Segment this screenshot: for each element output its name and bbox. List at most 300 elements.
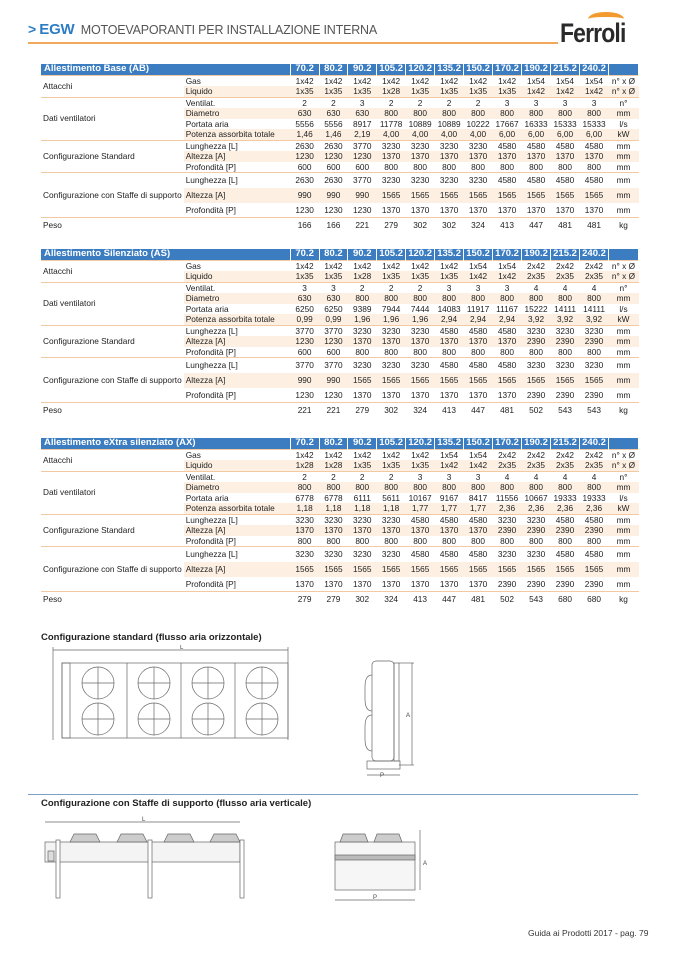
- cell-value: 15333: [582, 118, 606, 129]
- cell-value: 990: [319, 188, 348, 203]
- cell-value: 4580: [464, 358, 493, 373]
- page-footer: Guida ai Prodotti 2017 - pag. 79: [528, 928, 649, 938]
- unit-label: mm: [609, 173, 639, 188]
- cell-value: 2x35: [522, 271, 551, 282]
- cell-value: 2: [348, 282, 377, 293]
- cell-value: 3230: [406, 140, 435, 151]
- cell-value: 447: [522, 218, 551, 232]
- table-row: [41, 592, 639, 606]
- cell-value: 3,92: [551, 314, 580, 325]
- row-label: Portata aria: [185, 303, 229, 314]
- cell-value: 19333: [582, 492, 606, 503]
- cell-value: 1x42: [290, 260, 319, 271]
- cell-value: 1370: [353, 578, 372, 589]
- cell-value: 1230: [324, 204, 343, 215]
- cell-value: 600: [297, 346, 312, 357]
- cell-value: 4580: [551, 140, 580, 151]
- cell-value: 2: [406, 97, 435, 108]
- row-label: Potenza assorbita totale: [184, 503, 291, 514]
- cell-value: 800: [435, 482, 464, 493]
- cell-value: 1565: [377, 373, 406, 388]
- cell-value: 4580: [580, 173, 609, 188]
- cell-value: 2630: [290, 140, 319, 151]
- cell-value: 800: [529, 535, 543, 546]
- cell-value: 3230: [551, 325, 580, 336]
- cell-value: 3230: [493, 547, 522, 562]
- table-row: [41, 140, 639, 151]
- table-title: Allestimento Base (AB): [41, 64, 290, 75]
- cell-value: 1370: [435, 151, 464, 162]
- cell-value: 990: [290, 188, 319, 203]
- cell-value: 4,00: [406, 129, 435, 140]
- table-row: [41, 173, 639, 188]
- cell-value: 302: [406, 218, 435, 232]
- cell-value: 1565: [493, 562, 522, 577]
- cell-value: 3230: [493, 514, 522, 525]
- model-header: 80.2: [319, 64, 348, 75]
- cell-value: 1x42: [580, 86, 609, 97]
- row-label: Profondità [P]: [185, 346, 236, 357]
- cell-value: 2390: [522, 336, 551, 347]
- header-rule: [28, 42, 558, 44]
- cell-value: 6111: [353, 492, 371, 503]
- cell-value: 800: [319, 482, 348, 493]
- cell-value: 990: [319, 373, 348, 388]
- cell-value: 3770: [348, 140, 377, 151]
- cell-value: 447: [435, 592, 464, 606]
- cell-value: 800: [348, 293, 377, 304]
- cell-value: 1,77: [464, 503, 493, 514]
- group-label: Peso: [41, 592, 184, 606]
- cell-value: 10222: [466, 118, 490, 129]
- cell-value: 1x28: [319, 460, 348, 471]
- cell-value: 3230: [348, 514, 377, 525]
- product-code: EGW: [39, 21, 75, 38]
- cell-value: 1565: [551, 188, 580, 203]
- cell-value: 3230: [377, 547, 406, 562]
- table-header-row: [41, 64, 639, 75]
- cell-value: 1,77: [406, 503, 435, 514]
- cell-value: 1565: [580, 562, 609, 577]
- cell-value: 2,36: [493, 503, 522, 514]
- cell-value: 3230: [522, 325, 551, 336]
- cell-value: 2390: [580, 336, 609, 347]
- cell-value: 1370: [497, 204, 517, 215]
- cell-value: 1x42: [406, 449, 435, 460]
- table-row: [41, 403, 639, 417]
- row-label: Diametro: [184, 482, 291, 493]
- section-divider: [28, 794, 638, 795]
- cell-value: 279: [348, 403, 377, 417]
- cell-value: 1370: [468, 578, 488, 589]
- row-label: [184, 218, 291, 232]
- cell-value: 600: [355, 161, 370, 172]
- cell-value: 1x42: [290, 75, 319, 86]
- row-label: Altezza [A]: [184, 188, 291, 203]
- cell-value: 447: [464, 403, 493, 417]
- cell-value: 1,46: [290, 129, 319, 140]
- cell-value: 1x42: [319, 449, 348, 460]
- cell-value: 413: [435, 403, 464, 417]
- cell-value: 4580: [580, 547, 609, 562]
- cell-value: 800: [551, 108, 580, 119]
- model-header: 70.2: [290, 64, 319, 75]
- cell-value: 1370: [353, 389, 372, 400]
- cell-value: 5611: [382, 492, 401, 503]
- cell-value: 2390: [522, 525, 551, 536]
- unit-label: mm: [609, 336, 639, 347]
- cell-value: 543: [551, 403, 580, 417]
- row-label: Altezza [A]: [184, 336, 291, 347]
- cell-value: 1370: [406, 151, 435, 162]
- cell-value: 4: [580, 282, 609, 293]
- cell-value: 3230: [406, 325, 435, 336]
- table-row: [41, 97, 639, 108]
- cell-value: 2x35: [580, 271, 609, 282]
- cell-value: 800: [406, 482, 435, 493]
- cell-value: 1370: [464, 525, 493, 536]
- cell-value: 4580: [493, 173, 522, 188]
- cell-value: 302: [348, 592, 377, 606]
- cell-value: 302: [377, 403, 406, 417]
- cell-value: 800: [471, 346, 485, 357]
- model-header: 70.2: [290, 438, 319, 449]
- model-header: 170.2: [493, 249, 522, 260]
- cell-value: 2390: [493, 525, 522, 536]
- row-label: Profondità [P]: [185, 578, 236, 589]
- cell-value: 543: [580, 403, 609, 417]
- cell-value: 800: [500, 535, 514, 546]
- cell-value: 2x42: [522, 260, 551, 271]
- cell-value: 1565: [348, 373, 377, 388]
- unit-label: n° x Ø: [609, 75, 639, 86]
- cell-value: 3: [348, 97, 377, 108]
- cell-value: 2x35: [493, 460, 522, 471]
- cell-value: 3230: [319, 547, 348, 562]
- cell-value: 1565: [319, 562, 348, 577]
- cell-value: 1370: [551, 151, 580, 162]
- cell-value: 1370: [580, 151, 609, 162]
- cell-value: 1,18: [290, 503, 319, 514]
- cell-value: 5556: [324, 118, 343, 129]
- cell-value: 800: [587, 346, 601, 357]
- cell-value: 1370: [464, 336, 493, 347]
- cell-value: 1x35: [406, 271, 435, 282]
- cell-value: 2: [377, 282, 406, 293]
- cell-value: 4: [551, 282, 580, 293]
- cell-value: 6778: [324, 492, 343, 503]
- cell-value: 10889: [437, 118, 461, 129]
- cell-value: 4: [522, 471, 551, 482]
- cell-value: 800: [297, 535, 312, 546]
- table-row: [41, 218, 639, 232]
- cell-value: 2: [290, 97, 319, 108]
- cell-value: 800: [558, 535, 572, 546]
- unit-label: mm: [616, 578, 631, 589]
- cell-value: 6,00: [522, 129, 551, 140]
- svg-text:L: L: [180, 645, 184, 651]
- cell-value: 1x35: [464, 86, 493, 97]
- page-header: [0, 0, 678, 52]
- cell-value: 14111: [583, 303, 605, 314]
- cell-value: 481: [493, 403, 522, 417]
- unit-label: l/s: [619, 118, 628, 129]
- row-label: Gas: [184, 449, 291, 460]
- cell-value: 800: [500, 346, 514, 357]
- cell-value: 630: [290, 293, 319, 304]
- cell-value: 1370: [439, 578, 459, 589]
- cell-value: 1230: [290, 336, 319, 347]
- cell-value: 1230: [290, 151, 319, 162]
- cell-value: 4580: [435, 325, 464, 336]
- cell-value: 11167: [496, 303, 518, 314]
- cell-value: 1x42: [348, 75, 377, 86]
- cell-value: 2390: [551, 336, 580, 347]
- cell-value: 2x35: [551, 460, 580, 471]
- cell-value: 7444: [410, 303, 430, 314]
- unit-label: l/s: [619, 303, 628, 314]
- cell-value: 800: [558, 161, 572, 172]
- cell-value: 2630: [319, 140, 348, 151]
- cell-value: 3230: [522, 514, 551, 525]
- cell-value: 1565: [580, 188, 609, 203]
- cell-value: 1230: [319, 336, 348, 347]
- cell-value: 2,94: [464, 314, 493, 325]
- model-header: 105.2: [377, 64, 406, 75]
- cell-value: 1,18: [348, 503, 377, 514]
- unit-label: n° x Ø: [609, 271, 639, 282]
- table-title: Allestimento eXtra silenziato (AX): [41, 438, 290, 449]
- diagram-supports-front: [42, 815, 252, 900]
- model-header: 120.2: [406, 438, 435, 449]
- row-label: Lunghezza [L]: [184, 514, 291, 525]
- cell-value: 1370: [439, 204, 459, 215]
- cell-value: 3770: [348, 173, 377, 188]
- table-row: [41, 282, 639, 293]
- model-header: 170.2: [493, 64, 522, 75]
- model-header: 215.2: [551, 64, 580, 75]
- row-label: Portata aria: [185, 118, 229, 129]
- row-label: Potenza assorbita totale: [184, 129, 291, 140]
- model-header: 215.2: [551, 438, 580, 449]
- model-header: 80.2: [319, 249, 348, 260]
- cell-value: 2390: [584, 389, 604, 400]
- diagram-supports-side: [325, 825, 430, 905]
- cell-value: 3: [435, 282, 464, 293]
- cell-value: 1x28: [290, 460, 319, 471]
- model-header: 150.2: [464, 438, 493, 449]
- cell-value: 800: [384, 535, 399, 546]
- cell-value: 2x42: [580, 260, 609, 271]
- unit-label: mm: [609, 514, 639, 525]
- cell-value: 800: [326, 535, 341, 546]
- model-header: 80.2: [319, 438, 348, 449]
- cell-value: 4580: [493, 358, 522, 373]
- unit-label: mm: [609, 293, 639, 304]
- cell-value: 3230: [406, 358, 435, 373]
- unit-label: mm: [609, 140, 639, 151]
- cell-value: 2,94: [493, 314, 522, 325]
- cell-value: 19333: [553, 492, 577, 503]
- cell-value: 800: [377, 108, 406, 119]
- cell-value: 1x42: [348, 449, 377, 460]
- cell-value: 1x42: [435, 260, 464, 271]
- cell-value: 1230: [348, 151, 377, 162]
- row-label: Diametro: [184, 108, 291, 119]
- group-label: Dati ventilatori: [41, 97, 184, 140]
- cell-value: 3230: [435, 140, 464, 151]
- cell-value: 2630: [319, 173, 348, 188]
- cell-value: 413: [493, 218, 522, 232]
- cell-value: 279: [319, 592, 348, 606]
- unit-label: mm: [609, 151, 639, 162]
- diagram-standard-title: Configurazione standard (flusso aria orizzontale): [41, 632, 262, 643]
- cell-value: 543: [522, 592, 551, 606]
- cell-value: 1370: [381, 578, 401, 589]
- cell-value: 3770: [319, 358, 348, 373]
- cell-value: 1,96: [377, 314, 406, 325]
- cell-value: 1370: [324, 578, 343, 589]
- cell-value: 1565: [435, 562, 464, 577]
- cell-value: 4,00: [464, 129, 493, 140]
- cell-value: 1565: [377, 562, 406, 577]
- group-label: Attacchi: [41, 449, 184, 471]
- unit-label: n° x Ø: [609, 460, 639, 471]
- cell-value: 800: [471, 161, 485, 172]
- table-row: [41, 514, 639, 525]
- row-label: Lunghezza [L]: [184, 140, 291, 151]
- row-label: Altezza [A]: [184, 373, 291, 388]
- cell-value: 800: [384, 161, 399, 172]
- cell-value: 4580: [406, 547, 435, 562]
- cell-value: 1370: [555, 204, 575, 215]
- unit-label: n° x Ø: [609, 86, 639, 97]
- unit-label: mm: [609, 547, 639, 562]
- cell-value: 6250: [324, 303, 343, 314]
- cell-value: 1370: [493, 151, 522, 162]
- cell-value: 680: [580, 592, 609, 606]
- unit-label: mm: [609, 562, 639, 577]
- cell-value: 3,92: [522, 314, 551, 325]
- cell-value: 2390: [580, 525, 609, 536]
- cell-value: 1370: [435, 336, 464, 347]
- cell-value: 1370: [439, 389, 459, 400]
- model-header: 120.2: [406, 249, 435, 260]
- cell-value: 800: [464, 293, 493, 304]
- cell-value: 3230: [464, 140, 493, 151]
- row-label: Profondità [P]: [185, 535, 236, 546]
- unit-label: kW: [609, 129, 639, 140]
- cell-value: 1370: [468, 204, 488, 215]
- cell-value: 2390: [497, 578, 517, 589]
- cell-value: 800: [529, 161, 543, 172]
- cell-value: 1x35: [406, 86, 435, 97]
- unit-label: n°: [609, 471, 639, 482]
- svg-text:L: L: [142, 817, 146, 823]
- cell-value: 3230: [435, 173, 464, 188]
- row-label: Lunghezza [L]: [184, 325, 291, 336]
- model-header: 240.2: [580, 64, 609, 75]
- cell-value: 2390: [526, 389, 546, 400]
- cell-value: 3: [522, 97, 551, 108]
- unit-label: mm: [616, 346, 631, 357]
- cell-value: 3: [493, 97, 522, 108]
- cell-value: 10167: [408, 492, 432, 503]
- row-label: Potenza assorbita totale: [184, 314, 291, 325]
- cell-value: 630: [319, 108, 348, 119]
- cell-value: 1370: [410, 204, 430, 215]
- cell-value: 4: [522, 282, 551, 293]
- cell-value: 1x35: [377, 460, 406, 471]
- cell-value: 1x42: [522, 86, 551, 97]
- svg-text:P: P: [373, 895, 378, 901]
- table-row: [41, 325, 639, 336]
- cell-value: 3230: [377, 514, 406, 525]
- cell-value: 1370: [377, 525, 406, 536]
- cell-value: 4580: [464, 325, 493, 336]
- spec-table-0: [41, 64, 639, 232]
- cell-value: 800: [442, 535, 457, 546]
- cell-value: 800: [471, 535, 485, 546]
- cell-value: 1x35: [290, 271, 319, 282]
- cell-value: 2,94: [435, 314, 464, 325]
- unit-label: kW: [609, 503, 639, 514]
- row-label: Profondità [P]: [185, 161, 236, 172]
- cell-value: 1x42: [493, 75, 522, 86]
- cell-value: 1565: [435, 373, 464, 388]
- cell-value: 3230: [290, 547, 319, 562]
- cell-value: 800: [435, 293, 464, 304]
- cell-value: 6250: [295, 303, 314, 314]
- cell-value: 1,77: [435, 503, 464, 514]
- cell-value: 1x35: [435, 86, 464, 97]
- cell-value: 1x42: [377, 260, 406, 271]
- cell-value: 800: [464, 482, 493, 493]
- cell-value: 2x35: [522, 460, 551, 471]
- unit-label: l/s: [619, 492, 628, 503]
- cell-value: 1370: [406, 525, 435, 536]
- cell-value: 3770: [319, 325, 348, 336]
- cell-value: 2: [290, 471, 319, 482]
- cell-value: 1x42: [406, 75, 435, 86]
- cell-value: 1x42: [435, 460, 464, 471]
- cell-value: 1370: [377, 151, 406, 162]
- cell-value: 279: [377, 218, 406, 232]
- cell-value: 1x35: [319, 271, 348, 282]
- cell-value: 1565: [435, 188, 464, 203]
- cell-value: 800: [580, 108, 609, 119]
- cell-value: 3230: [522, 358, 551, 373]
- cell-value: 2: [435, 97, 464, 108]
- cell-value: 1x42: [290, 449, 319, 460]
- cell-value: 1565: [522, 562, 551, 577]
- cell-value: 3: [464, 471, 493, 482]
- cell-value: 1370: [468, 389, 488, 400]
- cell-value: 3230: [348, 547, 377, 562]
- cell-value: 1370: [381, 204, 401, 215]
- cell-value: 800: [551, 293, 580, 304]
- group-label: Configurazione con Staffe di supporto: [41, 547, 184, 592]
- svg-text:A: A: [423, 861, 428, 867]
- cell-value: 3230: [319, 514, 348, 525]
- cell-value: 2390: [584, 578, 604, 589]
- cell-value: 1230: [295, 204, 314, 215]
- cell-value: 800: [464, 108, 493, 119]
- row-label: Liquido: [184, 460, 291, 471]
- cell-value: 800: [493, 293, 522, 304]
- cell-value: 1370: [410, 578, 430, 589]
- cell-value: 2: [319, 97, 348, 108]
